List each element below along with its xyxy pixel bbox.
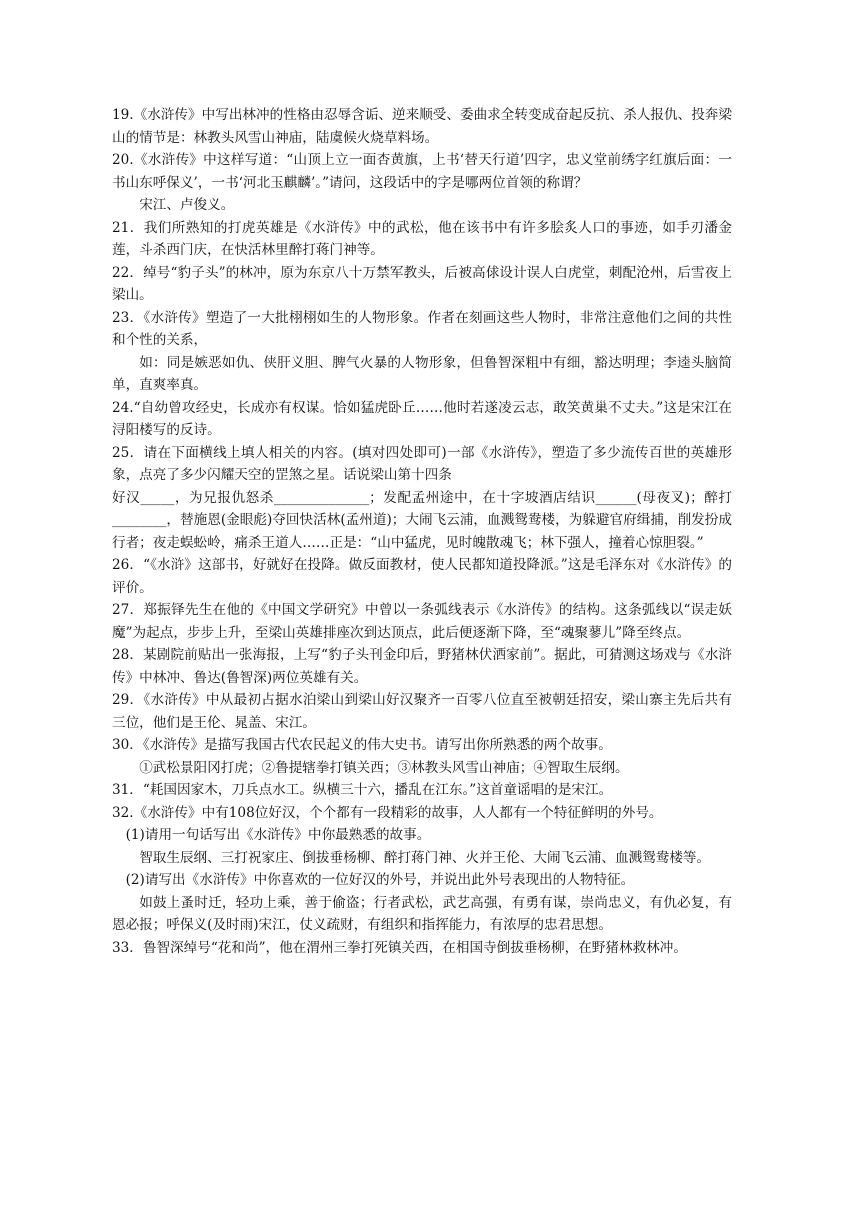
answer-q23: 如：同是嫉恶如仇、侠肝义胆、脾气火暴的人物形象，但鲁智深粗中有细，豁达明理；李逵头脑简单，直爽率真。 [112,354,732,393]
paragraph-q31: 31．“耗国因家木，刀兵点水工。纵横三十六，播乱在江东。”这首童谣唱的是宋江。 [112,782,613,798]
paragraph-q22: 22．绰号“豹子头”的林冲，原为东京八十万禁军教头，后被高俅设计误人白虎堂，刺配沧州，后雪夜上梁山。 [112,264,732,303]
answer-q20: 宋江、卢俊义。 [139,197,235,213]
sub-question-q32-1: (1)请用一句话写出《水浒传》中你最熟悉的故事。 [125,827,431,843]
answer-q30: ①武松景阳冈打虎；②鲁提辖拳打镇关西；③林教头风雪山神庙；④智取生辰纲。 [139,759,629,776]
paragraph-q21: 21．我们所熟知的打虎英雄是《水浒传》中的武松，他在该书中有许多脍炙人口的事迹，如手刃潘金莲，斗杀西门庆，在快活林里醉打蒋门神等。 [112,219,732,258]
paragraph-q28: 28．某剧院前贴出一张海报，上写“豹子头刊金印后，野猪林伏洒家前”。据此，可猜测这场戏与《水浒传》中林冲、鲁达(鲁智深)两位英雄有关。 [112,647,732,686]
paragraph-q33: 33．鲁智深绰号“花和尚”，他在渭州三拳打死镇关西，在相国寺倒拔垂杨柳，在野猪林救林冲。 [112,939,687,956]
paragraph-q23: 23．《水浒传》塑造了一大批栩栩如生的人物形象。作者在刻画这些人物时，非常注意他们之间的共性和个性的关系， [112,309,732,348]
answer-q32-2: 如鼓上蚤时迁，轻功上乘，善于偷盗；行者武松，武艺高强，有勇有谋，崇尚忠义，有仇必复，有恩必报；呼保义(及时雨)宋江，仗义疏财，有组织和指挥能力，有浓厚的忠君思想。 [112,894,732,933]
paragraph-q25-blanks: 好汉_____，为兄报仇怒杀______________；发配孟州途中，在十字坡酒店结识______(母夜叉)；醉打________，替施恩(金眼彪)夺回快活林(孟州道)；大闹飞云浦，血溅鸳鸯楼，为躲避官府缉捕，削发扮成行者；夜走蜈蚣岭，痛杀王道人……正是：“山中猛虎，见时魄散魂飞；林下强人，撞着心惊胆裂。” [112,489,732,551]
paragraph-q20: 20.《水浒传》中这样写道：“山顶上立一面杏黄旗，上书‘替天行道’四字，忠义堂前绣字红旗后面：一书山东呼保义’，一书‘河北玉麒麟’。”请问，这段话中的字是哪两位首领的称谓？ [112,152,732,191]
paragraph-q27: 27．郑振铎先生在他的《中国文学研究》中曾以一条弧线表示《水浒传》的结构。这条弧线以“误走妖魔”为起点，步步上升，至梁山英雄排座次到达顶点，此后便逐渐下降，至“魂聚蓼儿”降至终点。 [112,602,732,641]
paragraph-q30: 30．《水浒传》是描写我国古代农民起义的伟大史书。请写出你所熟悉的两个故事。 [112,737,612,753]
document-page [112,104,732,959]
paragraph-q26: 26．“《水浒》这部书，好就好在投降。做反面教材，使人民都知道投降派。”这是毛泽东对《水浒传》的评价。 [112,557,732,596]
answer-q32-1: 智取生辰纲、三打祝家庄、倒拔垂杨柳、醉打蒋门神、火并王伦、大闹飞云浦、血溅鸳鸯楼等。 [139,849,711,866]
paragraph-q24: 24.“自幼曾攻经史，长成亦有权谋。恰如猛虎卧丘……他时若遂凌云志，敢笑黄巢不丈夫。”这是宋江在浔阳楼写的反诗。 [112,399,732,438]
sub-question-q32-2: (2)请写出《水浒传》中你喜欢的一位好汉的外号，并说出此外号表现出的人物特征。 [125,872,635,888]
paragraph-q19: 19.《水浒传》中写出林冲的性格由忍辱含诟、逆来顺受、委曲求全转变成奋起反抗、杀人报仇、投奔梁山的情节是：林教头风雪山神庙，陆虞候火烧草料场。 [112,107,732,146]
paragraph-q29: 29．《水浒传》中从最初占据水泊梁山到梁山好汉聚齐一百零八位直至被朝廷招安，梁山寨主先后共有三位，他们是王伦、晁盖、宋江。 [112,692,732,731]
paragraph-q25: 25．请在下面横线上填人相关的内容。(填对四处即可)一部《水浒传》，塑造了多少流传百世的英雄形象，点亮了多少闪耀天空的罡煞之星。话说梁山第十四条 [112,444,732,483]
paragraph-q32: 32.《水浒传》中有108位好汉，个个都有一段精彩的故事，人人都有一个特征鲜明的外号。 [112,804,663,821]
